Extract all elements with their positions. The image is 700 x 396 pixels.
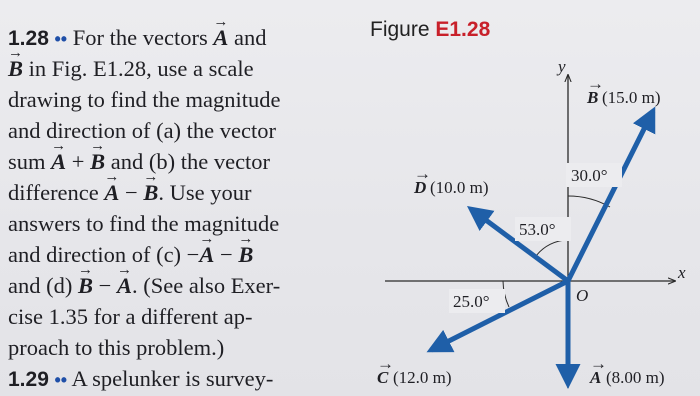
text: A spelunker is survey-	[71, 366, 274, 391]
vector-c-symbol: C	[377, 368, 389, 387]
text: −	[125, 180, 138, 205]
text: difference	[8, 180, 99, 205]
problem-line: and direction of (a) the vector	[8, 118, 277, 143]
figure-title-prefix: Figure	[370, 18, 430, 41]
text: sum	[8, 149, 46, 174]
vector-d-label	[413, 164, 489, 197]
vector-b-magnitude: (15.0 m)	[602, 88, 661, 107]
vector-c-label	[377, 354, 452, 387]
y-axis-label: y	[558, 57, 566, 76]
vector-symbol: → B	[8, 53, 23, 84]
vector-symbol: → B	[78, 270, 93, 301]
vector-symbol: → B	[238, 239, 253, 270]
text: in Fig. E1.28, use a scale	[28, 56, 254, 81]
vector-d-symbol: D	[414, 178, 427, 197]
difficulty-dots: ••	[54, 29, 68, 49]
problem-line: proach to this problem.)	[8, 335, 225, 360]
text: and (d)	[8, 273, 73, 298]
text: and direction of (c) −	[8, 242, 200, 267]
vector-symbol: → A	[51, 146, 66, 177]
angle-arc-d	[536, 240, 568, 256]
vector-b-overarrow: →	[587, 74, 604, 93]
text: . Use your	[158, 180, 252, 205]
problem-line: answers to find the magnitude	[8, 211, 280, 236]
origin-label: O	[576, 286, 589, 305]
vector-d-overarrow: →	[414, 164, 431, 183]
vector-symbol: → A	[104, 177, 119, 208]
problem-line: drawing to find the magnitude	[8, 87, 281, 112]
angle-b-label: 30.0°	[571, 166, 608, 185]
figure-number: E1.28	[435, 18, 491, 41]
difficulty-dots: ••	[54, 370, 68, 390]
vector-c-overarrow: →	[377, 354, 394, 373]
vector-a-magnitude: (8.00 m)	[606, 368, 665, 387]
angle-d-label: 53.0°	[519, 220, 556, 239]
vector-b-symbol: B	[587, 88, 599, 107]
vector-symbol: → A	[199, 239, 214, 270]
x-axis-label: x	[678, 263, 686, 282]
vector-symbol: → A	[117, 270, 132, 301]
vector-b-arrow	[568, 111, 653, 281]
text: and (b) the vector	[110, 149, 271, 174]
vector-a-symbol: A	[590, 368, 602, 387]
vector-c-magnitude: (12.0 m)	[393, 368, 452, 387]
vector-symbol: → A	[213, 22, 228, 53]
vector-a-label	[589, 354, 665, 387]
problem-number: 1.28	[8, 27, 49, 50]
vector-b-label	[586, 74, 661, 107]
problem-number: 1.29	[8, 368, 49, 391]
vector-symbol: → B	[143, 177, 158, 208]
vector-a-overarrow: →	[590, 354, 607, 373]
text: . (See also Exer-	[131, 273, 281, 298]
vector-symbol: → B	[90, 146, 105, 177]
text: −	[220, 242, 233, 267]
angle-c-label: 25.0°	[453, 292, 490, 311]
text: +	[71, 149, 85, 174]
text: and	[233, 25, 267, 50]
vector-d-magnitude: (10.0 m)	[430, 178, 489, 197]
problem-line: cise 1.35 for a different ap-	[8, 304, 253, 329]
text: For the vectors	[72, 25, 208, 50]
text: −	[98, 273, 112, 298]
